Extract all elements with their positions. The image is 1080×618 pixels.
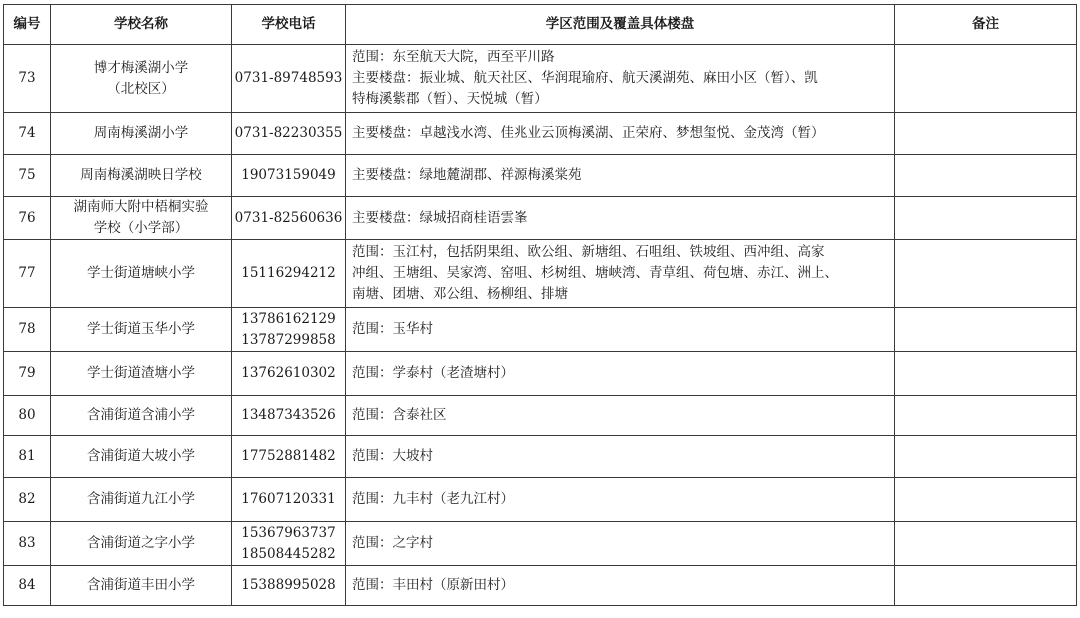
school-name-line: 学士街道渣塘小学 [87, 365, 195, 381]
table-row [4, 478, 1077, 522]
cell-remarks [895, 240, 1077, 308]
cell-remarks [895, 478, 1077, 522]
school-name-line: （北校区） [107, 80, 175, 97]
cell-school-name [51, 396, 232, 436]
cell-remarks [895, 113, 1077, 155]
cell-school-phone [232, 478, 346, 522]
cell-school-name [51, 478, 232, 522]
phone-number: 19073159049 [241, 167, 336, 183]
cell-remarks [895, 522, 1077, 566]
cell-school-phone [232, 436, 346, 478]
table-row [4, 197, 1077, 240]
phone-number: 0731-82560636 [234, 209, 343, 226]
phone-number: 13487343526 [241, 407, 336, 423]
table-row [4, 155, 1077, 197]
scope-line: 主要楼盘：绿地麓湖郡、祥源梅溪棠苑 [352, 167, 582, 183]
header-district-scope: 学区范围及覆盖具体楼盘 [346, 5, 895, 45]
cell-remarks [895, 352, 1077, 396]
scope-line: 主要楼盘：绿城招商桂语雲峯 [352, 209, 528, 226]
cell-district-scope [346, 352, 895, 396]
cell-number: 81 [4, 436, 51, 478]
cell-district-scope [346, 478, 895, 522]
cell-district-scope [346, 45, 895, 113]
cell-district-scope [346, 396, 895, 436]
cell-district-scope [346, 197, 895, 240]
header-number: 编号 [4, 5, 51, 45]
cell-school-name [51, 436, 232, 478]
cell-remarks [895, 197, 1077, 240]
cell-school-phone [232, 352, 346, 396]
school-name-line: 湖南师大附中梧桐实验 [73, 199, 209, 215]
table-row [4, 352, 1077, 396]
cell-number: 79 [4, 352, 51, 396]
scope-line: 范围：东至航天大院，西至平川路 [352, 49, 555, 65]
cell-school-phone [232, 197, 346, 240]
cell-school-phone [232, 308, 346, 352]
header-school-name: 学校名称 [51, 5, 232, 45]
school-name-line: 含浦街道之字小学 [87, 535, 195, 551]
header-school-phone: 学校电话 [232, 5, 346, 45]
cell-district-scope [346, 566, 895, 606]
cell-school-name [51, 113, 232, 155]
cell-number: 78 [4, 308, 51, 352]
table-header-row [4, 5, 1077, 45]
cell-number: 74 [4, 113, 51, 155]
school-name-line: 学士街道玉华小学 [87, 321, 195, 337]
scope-line: 范围：大坡村 [352, 448, 433, 464]
table-row [4, 522, 1077, 566]
scope-line: 范围：玉江村，包括阴果组、欧公组、新塘组、石咀组、铁坡组、西冲组、高家 [352, 244, 825, 260]
school-name-line: 博才梅溪湖小学 [93, 59, 189, 76]
cell-school-name [51, 308, 232, 352]
table-row [4, 396, 1077, 436]
table-row [4, 436, 1077, 478]
phone-number: 13762610302 [241, 365, 336, 381]
cell-school-name [51, 240, 232, 308]
table-row [4, 45, 1077, 113]
cell-school-name [51, 197, 232, 240]
cell-school-name [51, 45, 232, 113]
cell-school-name [51, 155, 232, 197]
cell-remarks [895, 155, 1077, 197]
cell-school-phone [232, 113, 346, 155]
school-district-table [3, 4, 1077, 606]
phone-number: 13786162129 [241, 310, 336, 327]
cell-number: 83 [4, 522, 51, 566]
cell-school-phone [232, 566, 346, 606]
table-row [4, 240, 1077, 308]
cell-school-phone [232, 240, 346, 308]
cell-school-phone [232, 45, 346, 113]
cell-school-phone [232, 522, 346, 566]
scope-line: 范围：丰田村（原新田村） [352, 577, 514, 593]
school-name-line: 学校（小学部） [93, 220, 189, 236]
scope-line: 范围：含泰社区 [352, 407, 447, 423]
scope-line: 主要楼盘：卓越浅水湾、佳兆业云顶梅溪湖、正荣府、梦想玺悦、金茂湾（暂） [352, 125, 825, 141]
cell-district-scope [346, 113, 895, 155]
cell-district-scope [346, 155, 895, 197]
table-row [4, 566, 1077, 606]
phone-number: 17607120331 [241, 491, 336, 507]
phone-number: 15116294212 [241, 265, 336, 281]
cell-number: 73 [4, 45, 51, 113]
phone-number: 13787299858 [241, 331, 336, 348]
cell-remarks [895, 308, 1077, 352]
cell-number: 75 [4, 155, 51, 197]
school-name-line: 周南梅溪湖小学 [93, 125, 189, 141]
cell-remarks [895, 566, 1077, 606]
cell-number: 76 [4, 197, 51, 240]
phone-number: 15388995028 [241, 577, 336, 593]
phone-number: 0731-82230355 [234, 125, 343, 141]
phone-number: 17752881482 [241, 448, 336, 464]
scope-line: 范围：玉华村 [352, 321, 433, 337]
header-remarks: 备注 [895, 5, 1077, 45]
school-name-line: 学士街道塘峡小学 [87, 265, 195, 281]
school-name-line: 含浦街道含浦小学 [87, 407, 195, 423]
cell-school-name [51, 566, 232, 606]
phone-number: 0731-89748593 [234, 70, 343, 86]
scope-line: 南塘、团塘、邓公组、杨柳组、排塘 [352, 286, 568, 302]
cell-district-scope [346, 436, 895, 478]
cell-school-name [51, 352, 232, 396]
cell-remarks [895, 436, 1077, 478]
scope-line: 范围：之字村 [352, 535, 433, 551]
cell-school-phone [232, 396, 346, 436]
scope-line: 特梅溪紫郡（暂）、天悦城（暂） [352, 91, 548, 107]
cell-number: 77 [4, 240, 51, 308]
table-row [4, 308, 1077, 352]
cell-school-phone [232, 155, 346, 197]
phone-number: 15367963737 [241, 524, 336, 541]
cell-district-scope [346, 522, 895, 566]
cell-remarks [895, 45, 1077, 113]
cell-remarks [895, 396, 1077, 436]
cell-number: 84 [4, 566, 51, 606]
school-name-line: 周南梅溪湖映日学校 [80, 167, 202, 183]
school-name-line: 含浦街道丰田小学 [87, 577, 195, 593]
school-name-line: 含浦街道九江小学 [87, 491, 195, 507]
school-name-line: 含浦街道大坡小学 [87, 448, 195, 464]
cell-school-name [51, 522, 232, 566]
cell-district-scope [346, 308, 895, 352]
phone-number: 18508445282 [241, 545, 336, 562]
cell-number: 82 [4, 478, 51, 522]
scope-line: 主要楼盘：振业城、航天社区、华润琨瑜府、航天溪湖苑、麻田小区（暂）、凯 [352, 70, 818, 86]
cell-district-scope [346, 240, 895, 308]
cell-number: 80 [4, 396, 51, 436]
scope-line: 冲组、王塘组、吴家湾、窑咀、杉树组、塘峡湾、青草组、荷包塘、赤江、洲上、 [352, 265, 838, 281]
scope-line: 范围：九丰村（老九江村） [352, 491, 514, 507]
table-row [4, 113, 1077, 155]
scope-line: 范围：学泰村（老渣塘村） [352, 365, 514, 381]
